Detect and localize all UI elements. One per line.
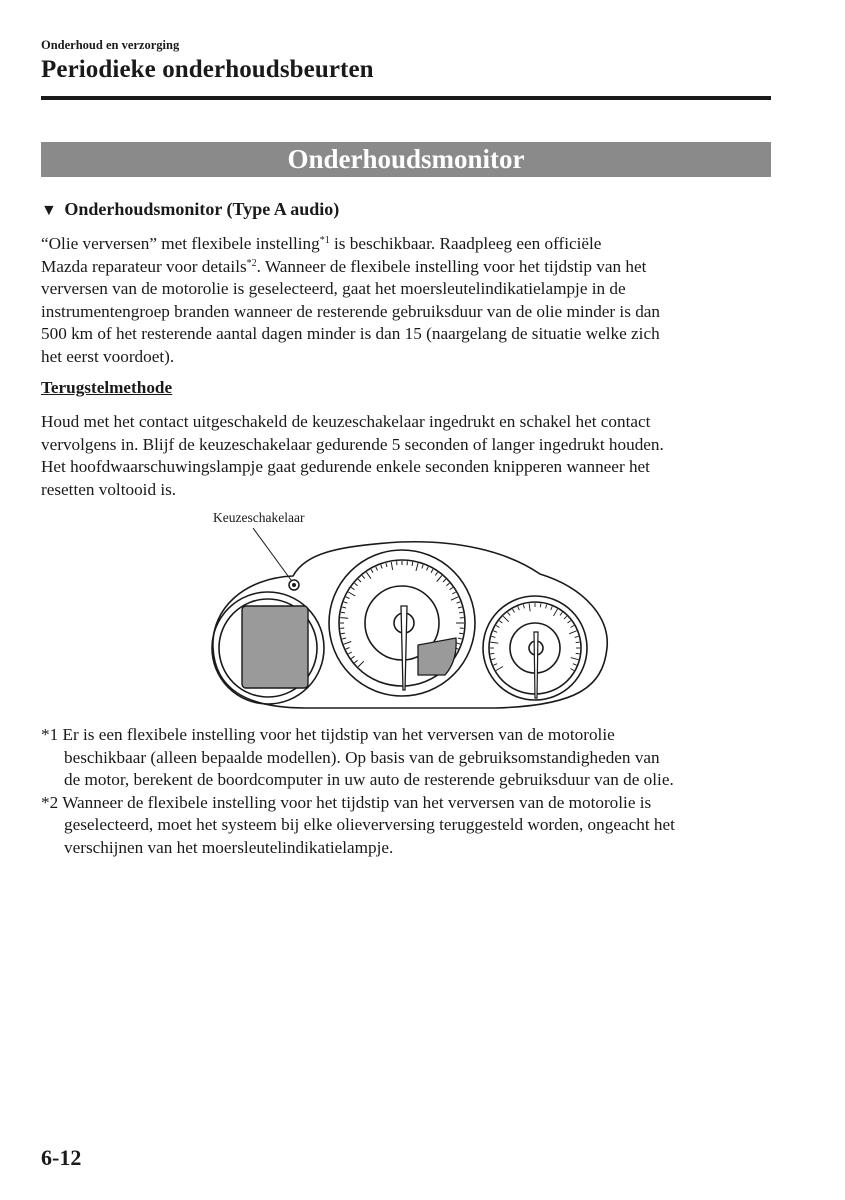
gauge-tick (560, 612, 562, 615)
gauge-tick (344, 602, 348, 603)
footnote-1-line: de motor, berekent de boordcomputer in uw auto de resterende gebruiksduur van de olie. (64, 770, 674, 790)
gauge-tick (362, 576, 365, 579)
gauge-tick (348, 652, 351, 654)
left-display-panel (242, 606, 308, 688)
gauge-tick (341, 612, 345, 613)
intro-text: . Wanneer de flexibele instelling voor het tijdstip van het (256, 256, 647, 276)
gauge-tick (355, 660, 358, 663)
gauge-tick (450, 587, 453, 589)
gauge-tick (344, 641, 352, 644)
footnote-2-line: geselecteerd, moet het systeem bij elke olieverversing teruggesteld worden, ongeacht het (64, 815, 675, 835)
gauge-tick (492, 636, 496, 637)
gauge-tick (366, 572, 371, 579)
gauge-tick (391, 562, 392, 570)
intro-line: instrumentengroep branden wanneer de resterende gebruiksduur van de olie minder is dan (41, 301, 661, 321)
intro-line (41, 233, 776, 256)
intro-line (41, 256, 776, 279)
gauge-tick (341, 633, 345, 634)
center-display-segment (418, 638, 456, 675)
gauge-tick (342, 607, 346, 608)
gauge-tick (346, 597, 350, 599)
gauge-tick (508, 612, 510, 615)
intro-line: 500 km of het resterende aantal dagen minder is dan 15 (naargelang de situatie welke zich (41, 324, 660, 344)
subsection-heading (41, 199, 339, 220)
gauge-tick (573, 664, 577, 666)
intro-text: is beschikbaar. Raadpleeg een officiële (329, 234, 602, 253)
gauge-tick (346, 648, 350, 650)
gauge-tick (490, 642, 498, 643)
triangle-marker-icon: ▼ (41, 202, 57, 219)
title-rule (41, 96, 771, 100)
gauge-tick (386, 563, 387, 567)
gauge-tick (569, 631, 576, 634)
gauge-tick (451, 597, 458, 600)
gauge-tick (459, 612, 463, 613)
gauge-tick (568, 621, 571, 623)
gauge-tick (571, 669, 574, 671)
method-line: resetten voltooid is. (41, 479, 177, 499)
section-banner: Onderhoudsmonitor (41, 142, 771, 177)
gauge-tick (348, 592, 355, 596)
gauge-tick (422, 565, 423, 569)
gauge-tick (576, 642, 580, 643)
gauge-tick (342, 638, 346, 639)
gauge-tick (381, 565, 382, 569)
footnote-ref: *2 (246, 257, 257, 269)
method-heading: Terugstelmethode (41, 378, 173, 397)
footnote-2-mark: *2 (41, 792, 59, 812)
gauge-tick (376, 567, 378, 571)
gauge-tick (371, 569, 373, 572)
gauge-tick (452, 592, 455, 594)
page-title: Periodieke onderhoudsbeurten (41, 56, 374, 83)
gauge-tick (513, 609, 515, 612)
footnote-ref: *1 (319, 235, 330, 246)
gauge-tick (435, 572, 437, 575)
gauge-tick (499, 621, 502, 623)
gauge-tick (575, 636, 579, 637)
method-paragraph (41, 411, 776, 501)
gauge-tick (437, 576, 442, 582)
gauge-tick (355, 583, 358, 586)
gauge-tick (351, 656, 354, 658)
gauge-tick (493, 631, 497, 633)
intro-line: verversen van de motorolie is geselecteerd, gaat het moersleutelindikatielampje in de (41, 279, 626, 299)
footnote-1-line (41, 724, 776, 747)
gauge-tick (493, 664, 497, 666)
gauge-tick (412, 562, 413, 566)
gauge-tick (459, 633, 463, 634)
gauge-tick (457, 602, 461, 603)
footnote-2-text: Wanneer de flexibele instelling voor het tijdstip van het verversen van de motorolie is (62, 792, 652, 812)
gauge-tick (458, 638, 462, 639)
gauge-tick (431, 569, 433, 572)
gauge-tick (458, 607, 462, 608)
gauge-tick (427, 567, 429, 571)
figure-callout-label: Keuzeschakelaar (213, 510, 305, 525)
right-needle (534, 632, 538, 698)
gauge-tick (416, 563, 418, 571)
gauge-tick (554, 609, 558, 616)
gauge-tick (540, 603, 541, 607)
gauge-tick (496, 667, 503, 671)
subsection-title: Onderhoudsmonitor (Type A audio) (64, 199, 340, 219)
footnotes (41, 724, 776, 860)
method-line: Houd met het contact uitgeschakeld de keuzeschakelaar ingedrukt en schakel het contact (41, 412, 651, 431)
footnote-1-text: Er is een flexibele instelling voor het tijdstip van het verversen van de motorolie (62, 725, 615, 744)
center-needle (401, 606, 407, 690)
page-number: 6-12 (41, 1145, 82, 1170)
intro-text: Mazda reparateur voor details (41, 256, 247, 276)
gauge-tick (496, 626, 499, 628)
gauge-tick (503, 616, 509, 622)
method-line: vervolgens in. Blijf de keuzeschakelaar gedurende 5 seconden of langer ingedrukt houden. (41, 434, 664, 454)
gauge-tick (546, 605, 547, 609)
gauge-tick (551, 606, 553, 610)
instrument-cluster-illustration (205, 528, 615, 720)
gauge-tick (571, 658, 579, 660)
gauge-tick (529, 603, 530, 611)
gauge-tick (457, 643, 461, 644)
gauge-tick (564, 616, 567, 619)
gauge-tick (443, 579, 446, 582)
method-line: Het hoofdwaarschuwingslampje gaat gedurende enkele seconden knipperen wanneer het (41, 457, 650, 477)
footnote-1-mark: *1 (41, 725, 59, 744)
footnote-1-line: beschikbaar (alleen bepaalde modellen). Op basis van de gebruiksomstandigheden van (64, 747, 660, 767)
gauge-tick (446, 583, 449, 586)
section-label: Onderhoud en verzorging (41, 38, 180, 52)
footnote-2-line: verschijnen van het moersleutelindikatielampje. (64, 837, 394, 857)
gauge-tick (351, 587, 354, 589)
gauge-tick (571, 626, 574, 628)
gauge-tick (523, 605, 524, 609)
intro-text: “Olie verversen” met flexibele instelling (41, 234, 320, 253)
gauge-tick (576, 653, 580, 654)
footnote-2-line (41, 792, 776, 815)
gauge-tick (358, 579, 361, 582)
gauge-tick (518, 606, 520, 610)
gauge-tick (340, 618, 348, 619)
gauge-tick (358, 661, 364, 667)
gauge-tick (490, 653, 494, 654)
intro-paragraph (41, 233, 776, 369)
intro-line: het eerst voordoet). (41, 346, 175, 366)
gauge-tick (492, 659, 496, 660)
